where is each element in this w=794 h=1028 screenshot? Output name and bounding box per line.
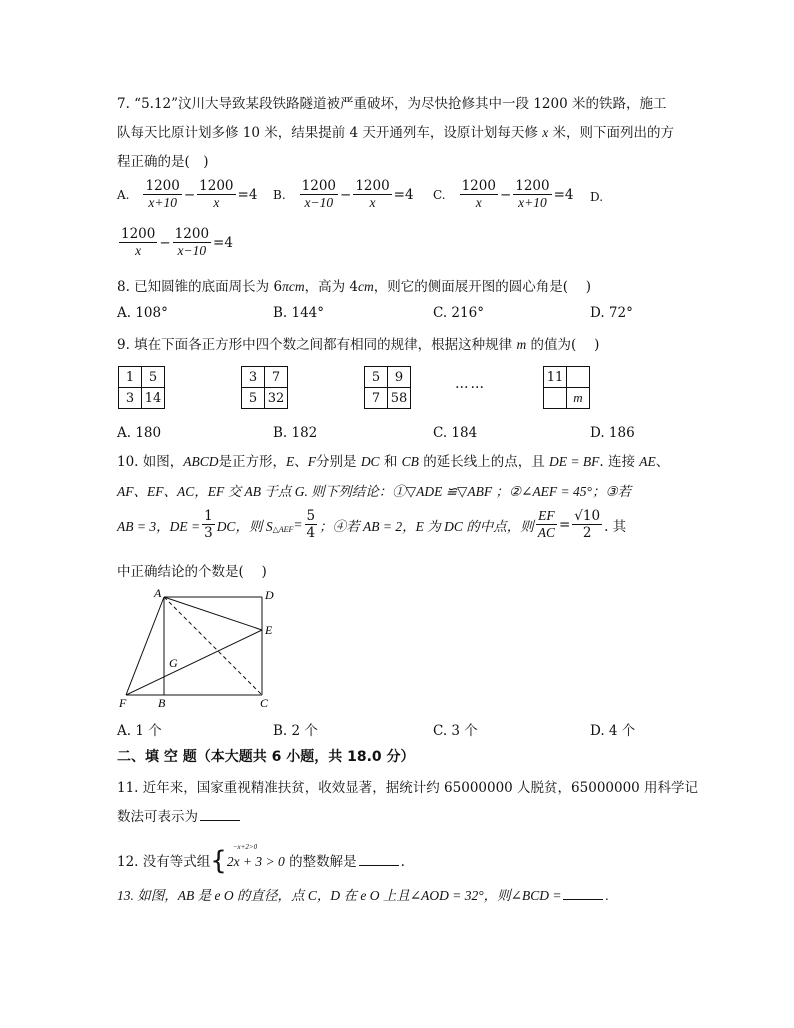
var: DC	[360, 454, 380, 469]
cell: 9	[388, 367, 411, 388]
square-figure	[114, 585, 294, 715]
text: . 连接	[599, 454, 640, 470]
cell: 5	[142, 367, 165, 388]
minus-sign: −	[340, 186, 352, 203]
denominator: x	[369, 195, 376, 211]
segment-af	[126, 597, 164, 695]
text: 和	[379, 454, 402, 470]
inequality: 2x + 3 > 0	[226, 854, 285, 869]
cell: 58	[388, 388, 411, 409]
answer-blank[interactable]	[359, 853, 399, 866]
cell: 7	[265, 367, 288, 388]
equals-four: =4	[237, 186, 258, 203]
fraction	[300, 178, 338, 211]
answer-blank[interactable]	[200, 808, 240, 821]
cell	[567, 367, 590, 388]
numerator: 1200	[515, 178, 550, 194]
text: 数法可表示为	[117, 809, 198, 825]
q9-option-b[interactable]: B. 182	[273, 425, 318, 441]
numerator: 5	[306, 508, 316, 524]
equals-four: =4	[393, 186, 414, 203]
q10-line1	[117, 450, 669, 470]
cell: 5	[242, 388, 265, 409]
q10-line2: AF、EF、AC，EF 交 AB 于点 G. 则下列结论：①▽ADE ≌▽ABF ；②∠AEF = 45°；③若	[117, 484, 632, 499]
text: 、	[294, 454, 308, 470]
q7-option-a[interactable]	[117, 178, 257, 211]
cell: 7	[365, 388, 388, 409]
q9-option-d[interactable]: D. 186	[590, 425, 635, 441]
label-a: A	[154, 586, 162, 600]
q10-option-d[interactable]: D. 4 个	[590, 723, 636, 739]
unit-cm: cm	[357, 279, 374, 294]
numerator: 1200	[145, 178, 180, 194]
numerator: √10	[574, 508, 601, 524]
fraction	[513, 178, 551, 211]
numerator: 1200	[301, 178, 336, 194]
q9-option-a[interactable]: A. 180	[117, 425, 162, 441]
label-e: E	[265, 623, 273, 637]
var: F	[307, 454, 317, 469]
q10-option-c[interactable]: C. 3 个	[433, 723, 478, 739]
number-square-3	[364, 366, 411, 409]
brace: {	[210, 846, 227, 876]
denominator: x−10	[177, 243, 207, 259]
label-g: G	[169, 656, 178, 670]
numerator: 1200	[174, 226, 210, 242]
answer-blank[interactable]	[563, 887, 603, 900]
numerator: EF	[536, 508, 557, 525]
q7-option-d-label[interactable]: D.	[590, 190, 604, 204]
cell: 32	[265, 388, 288, 409]
denominator: x+10	[518, 195, 547, 211]
cell: 3	[242, 367, 265, 388]
label-f: F	[119, 696, 127, 710]
q10-line3	[117, 508, 626, 541]
label-c: C	[260, 696, 269, 710]
var-x: x	[542, 125, 549, 140]
text: DC，则 S	[216, 518, 273, 534]
cell-m: m	[567, 388, 590, 409]
q12: 12. 没有等式组{ −x+2>0 2x + 3 > 0 的整数解是 .	[117, 843, 405, 876]
cell: 14	[142, 388, 165, 409]
text: 、	[655, 454, 670, 470]
q7-option-c[interactable]	[433, 178, 574, 211]
fraction-sqrt10-2	[572, 508, 602, 541]
denominator: x+10	[148, 195, 177, 211]
var: ABCD	[183, 454, 219, 469]
text: =	[293, 516, 303, 532]
q10-option-a[interactable]: A. 1 个	[117, 723, 162, 739]
q8-option-c[interactable]: C. 216°	[433, 305, 484, 321]
numerator: 1200	[355, 178, 390, 194]
text: 的延长线上的点，且	[418, 454, 550, 470]
var: AE	[639, 454, 656, 469]
cell	[544, 388, 567, 409]
q9-option-c[interactable]: C. 184	[433, 425, 478, 441]
cell: 3	[119, 388, 142, 409]
numerator: 1200	[461, 178, 496, 194]
q9-stem	[117, 333, 599, 353]
fraction-one-third	[202, 508, 215, 541]
q8-text: ，高为 4	[304, 279, 358, 295]
fraction	[173, 226, 211, 259]
text: =	[558, 516, 571, 533]
q7-line2	[117, 121, 674, 141]
text: 的整数解是	[284, 854, 357, 870]
q11-line1: 11. 近年来，国家重视精准扶贫，收效显著，据统计约 65000000 人脱贫，65000000 用科学记	[117, 780, 699, 796]
inequality-small: −x+2>0	[232, 843, 258, 851]
fraction-five-fourths	[305, 508, 318, 541]
q8-stem	[117, 275, 591, 295]
denominator: x	[213, 195, 220, 211]
var: DE = BF	[549, 454, 600, 469]
denominator: AC	[537, 525, 555, 541]
denominator: x	[135, 243, 142, 259]
denominator: x	[475, 195, 482, 211]
q9-text: 9. 填在下面各正方形中四个数之间都有相同的规律，根据这种规律	[117, 337, 513, 353]
text: 13. 如图，AB 是 e O 的直径，点 C，D 在 e O 上且∠AOD = 32°，则∠BCD =	[117, 888, 562, 903]
text: 分别是	[316, 454, 361, 470]
q7-line2-text-b: 米，则下面列出的方	[548, 125, 675, 141]
numerator: 1200	[121, 226, 156, 242]
q13: 13. 如图，AB 是 e O 的直径，点 C，D 在 e O 上且∠AOD = 32°，则∠BCD = .	[117, 888, 609, 903]
q11-line2	[117, 805, 242, 825]
fraction	[460, 178, 498, 211]
minus-sign: −	[499, 186, 512, 203]
q8-option-d[interactable]: D. 72°	[590, 305, 633, 321]
equals-four: =4	[213, 234, 233, 251]
equals-four: =4	[553, 186, 574, 203]
label-d: D	[265, 588, 274, 602]
cell: 5	[365, 367, 388, 388]
q8-option-a[interactable]: A. 108°	[117, 305, 168, 321]
ellipsis: ……	[455, 376, 486, 392]
fraction	[197, 178, 235, 211]
q9-text: 的值为( )	[530, 337, 600, 353]
subscript: △AEF	[272, 525, 294, 535]
opt-label: B.	[273, 187, 286, 202]
q7-option-d[interactable]	[117, 226, 233, 259]
system	[226, 843, 285, 870]
cell: 11	[544, 367, 567, 388]
denominator: x−10	[304, 195, 334, 211]
opt-label: A.	[117, 187, 130, 202]
q7-option-b[interactable]	[273, 178, 414, 211]
denominator: 3	[204, 525, 213, 542]
denominator: 4	[306, 525, 316, 542]
q8-text: ，则它的侧面展开图的圆心角是( )	[373, 279, 592, 295]
fraction	[353, 178, 391, 211]
minus-sign: −	[183, 186, 196, 203]
var-m: m	[516, 337, 527, 352]
var: E	[286, 454, 295, 469]
text: 12. 没有等式组	[117, 854, 211, 870]
number-square-2	[241, 366, 288, 409]
number-square-4	[543, 366, 590, 409]
denominator: 2	[582, 525, 592, 542]
fraction-ef-ac	[536, 508, 557, 541]
text: ；④若 AB = 2，E 为 DC 的中点，则	[319, 518, 534, 534]
text: 是正方形，	[218, 454, 287, 470]
section-heading: 二、填 空 题（本大题共 6 小题，共 18.0 分）	[117, 749, 415, 765]
q7-line1: 7. “5.12”汶川大导致某段铁路隧道被严重破坏，为尽快抢修其中一段 1200 米的铁路，施工	[117, 96, 667, 112]
segment-ae	[164, 597, 262, 630]
unit-pi-cm: πcm	[282, 279, 305, 294]
q10-line4: 中正确结论的个数是( )	[117, 564, 267, 580]
segment-fe	[126, 630, 262, 695]
number-square-1	[118, 366, 165, 409]
q7-line2-text: 队每天比原计划多修 10 米，结果提前 4 天开通列车，设原计划每天修	[117, 125, 543, 141]
minus-sign: −	[159, 234, 171, 251]
q8-option-b[interactable]: B. 144°	[273, 305, 325, 321]
q8-text: 8. 已知圆锥的底面周长为 6	[117, 279, 283, 295]
q7-line3: 程正确的是( )	[117, 154, 209, 170]
text: AB = 3，DE =	[117, 518, 201, 534]
fraction	[143, 178, 181, 211]
fraction	[119, 226, 157, 259]
label-b: B	[158, 696, 166, 710]
opt-label: C.	[433, 187, 446, 202]
text: 10. 如图，	[117, 454, 184, 470]
numerator: 1200	[199, 178, 234, 194]
q10-option-b[interactable]: B. 2 个	[273, 723, 318, 739]
text: . 其	[604, 518, 627, 535]
cell: 1	[119, 367, 142, 388]
numerator: 1	[204, 508, 213, 524]
segment-ac-dashed	[164, 597, 262, 695]
var: CB	[401, 454, 419, 469]
